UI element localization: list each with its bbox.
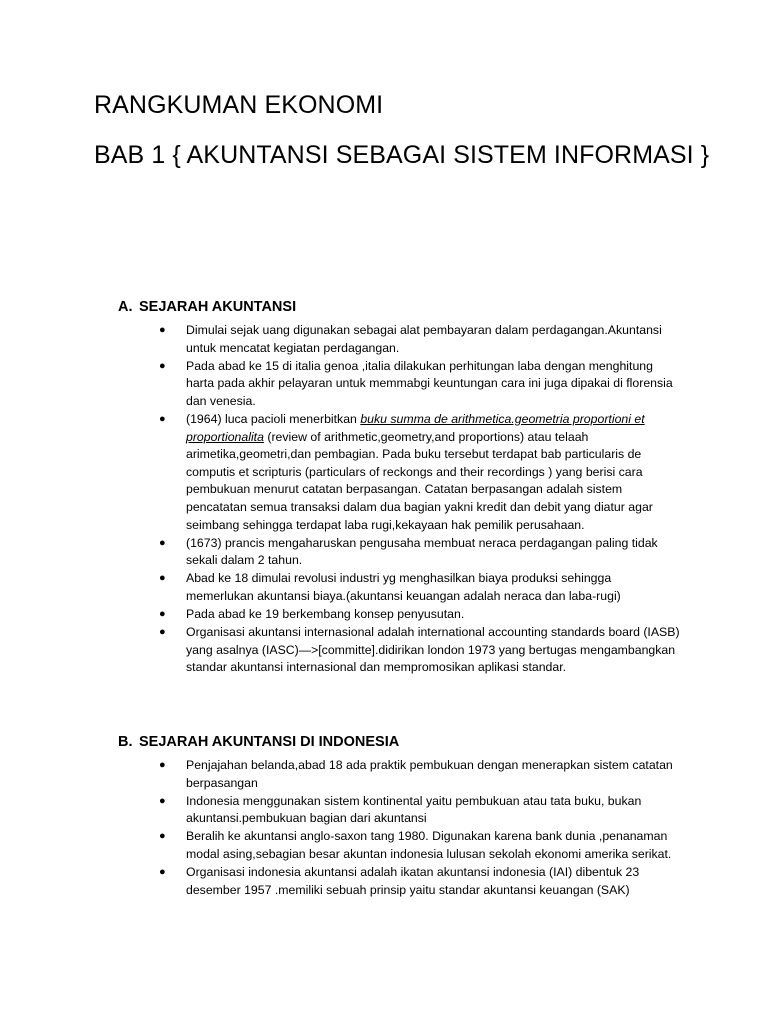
list-item-text: Organisasi indonesia akuntansi adalah ikatan akuntansi indonesia (IAI) dibentuk 23 desember 1957 .memiliki sebuah prinsip yaitu standar akuntansi keuangan (SAK) xyxy=(186,865,640,897)
list-item-text: Organisasi akuntansi internasional adalah international accounting standards board (IASB) yang asalnya (IASC)—>[committe].didirikan london 1973 yang bertugas mengambangkan standar akuntansi internasional dan mempromosikan aplikasi standar. xyxy=(186,625,680,675)
bullet-icon: ● xyxy=(159,536,166,549)
list-item xyxy=(0,624,680,677)
list-item-text: Beralih ke akuntansi anglo-saxon tang 1980. Digunakan karena bank dunia ,penanaman modal asing,sebagian besar akuntan indonesia lulusan sekolah ekonomi amerika serikat. xyxy=(186,829,672,861)
list-item xyxy=(0,864,680,899)
list-item xyxy=(0,757,680,792)
list-item xyxy=(0,358,680,411)
section-heading xyxy=(118,733,399,751)
list-item-text-before: (1964) luca pacioli menerbitkan xyxy=(186,411,361,426)
list-item xyxy=(0,606,680,624)
list-item-text: Penjajahan belanda,abad 18 ada praktik pembukuan dengan menerapkan sistem catatan berpasangan xyxy=(186,758,673,790)
list-item xyxy=(0,828,680,863)
section-heading xyxy=(118,298,296,316)
section-letter: A. xyxy=(118,299,133,315)
document-title: RANGKUMAN EKONOMI xyxy=(94,91,384,119)
list-item-text-after: (review of arithmetic,geometry,and proportions) atau telaah arimetika,geometri,dan pembagian. Pada buku tersebut terdapat bab particularis de computis et scripturis (particulars of reckongs and their recordings ) yang berisi cara pembukuan menurut catatan berpasangan. Catatan berpasangan adalah sistem pencatatan semua transaksi dalam dua bagian yakni kredit dan debit yang diatur agar seimbang sehingga terdapat laba rugi,kekayaan hak pemilik perusahaan. xyxy=(186,429,653,532)
bullet-icon: ● xyxy=(159,830,166,843)
section-letter: B. xyxy=(118,734,133,750)
bullet-icon: ● xyxy=(159,866,166,879)
book-title-link[interactable]: buku summa de arithmetica.geometria proportioni et proportionalita xyxy=(186,411,645,444)
bullet-icon: ● xyxy=(159,324,166,336)
list-item-text: (1673) prancis mengaharuskan pengusaha membuat neraca perdagangan paling tidak sekali dalam 2 tahun. xyxy=(186,535,658,568)
list-item xyxy=(0,793,680,828)
bullet-icon: ● xyxy=(159,608,166,620)
bullet-icon: ● xyxy=(159,412,166,425)
bullet-icon: ● xyxy=(159,794,166,807)
bullet-list xyxy=(0,757,680,900)
bullet-icon: ● xyxy=(159,359,166,372)
bullet-icon: ● xyxy=(159,759,166,771)
section-heading-text: SEJARAH AKUNTANSI DI INDONESIA xyxy=(139,734,400,750)
list-item-text: Abad ke 18 dimulai revolusi industri yg menghasilkan biaya produksi sehingga memerlukan akuntansi biaya.(akuntansi keuangan adalah neraca dan laba-rugi) xyxy=(186,571,621,603)
bullet-list xyxy=(0,322,680,677)
list-item xyxy=(0,322,680,357)
list-item xyxy=(0,411,680,534)
list-item xyxy=(0,570,680,605)
list-item-text: Pada abad ke 19 berkembang konsep penyusutan. xyxy=(186,607,465,621)
list-item-text: Indonesia menggunakan sistem kontinental yaitu pembukuan atau tata buku, bukan akuntansi.pembukuan bagian dari akuntansi xyxy=(186,793,642,826)
bullet-icon: ● xyxy=(159,626,166,639)
list-item-text: Pada abad ke 15 di italia genoa ,italia dilakukan perhitungan laba dengan menghitung harta pada akhir pelayaran untuk memmabgi keuntungan cara ini juga dipakai di florensia dan venesia. xyxy=(186,358,673,408)
list-item-text: Dimulai sejak uang digunakan sebagai alat pembayaran dalam perdagangan.Akuntansi untuk mencatat kegiatan perdagangan. xyxy=(186,323,662,355)
chapter-title: BAB 1 { AKUNTANSI SEBAGAI SISTEM INFORMASI } xyxy=(94,141,710,169)
list-item xyxy=(0,535,680,570)
bullet-icon: ● xyxy=(159,572,166,585)
section-heading-text: SEJARAH AKUNTANSI xyxy=(139,299,297,315)
